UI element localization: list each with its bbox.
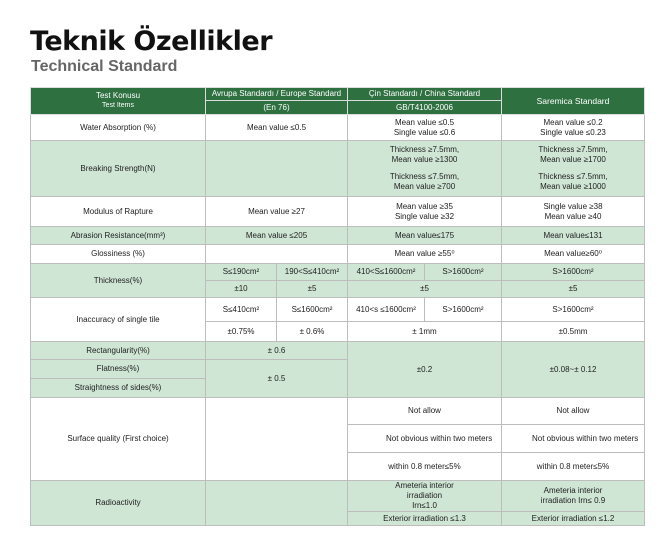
europe-value: Mean value ≤205 <box>206 227 348 245</box>
spacer <box>505 165 641 172</box>
table-row <box>31 298 645 322</box>
china-value: Ameteria interior irradiation Irn≤1.0 <box>348 481 502 512</box>
europe-value-b: ± 0.6% <box>277 322 348 342</box>
table-row <box>31 342 645 360</box>
china-line: Mean value ≥35 <box>396 201 453 211</box>
header-china-code: GB/T4100-2006 <box>348 101 502 115</box>
table-row <box>31 227 645 245</box>
row-label: Radioactivity <box>31 481 206 526</box>
saremica-value: Exterior irradiation ≤1.2 <box>502 512 645 526</box>
header-test-items <box>31 88 206 115</box>
europe-value <box>206 398 348 481</box>
saremica-line: Mean value ≥1700 <box>540 155 606 164</box>
header-europe: Avrupa Standardı / Europe Standard <box>206 88 348 101</box>
china-value: ±5 <box>348 281 502 298</box>
table-row <box>31 141 645 197</box>
china-value <box>348 115 502 141</box>
saremica-value: within 0.8 meter≤5% <box>502 453 645 481</box>
header-test-items-en: Test Items <box>102 102 134 109</box>
row-label: Flatness(%) <box>31 360 206 379</box>
china-size-b: S>1600cm² <box>425 298 502 322</box>
europe-value: Mean value ≥27 <box>206 197 348 227</box>
technical-standard-table <box>30 87 645 526</box>
saremica-line: Thickness ≥7.5mm, <box>538 145 608 154</box>
saremica-line: Single value ≥38 <box>543 201 603 211</box>
china-line: Single value ≥32 <box>394 211 455 221</box>
page-title: Teknik Özellikler <box>30 26 273 57</box>
header-saremica: Saremica Standard <box>502 88 645 115</box>
saremica-value: Mean value≤131 <box>502 227 645 245</box>
row-label: Modulus of Rapture <box>31 197 206 227</box>
saremica-value <box>502 141 645 197</box>
china-size-b: S>1600cm² <box>425 264 502 281</box>
europe-value <box>206 245 348 264</box>
spacer <box>351 165 498 172</box>
saremica-line: Mean value ≤0.2 <box>543 117 603 127</box>
china-value: Not obvious within two meters <box>348 425 502 453</box>
saremica-value: ±0.08~± 0.12 <box>502 342 645 398</box>
china-line: Mean value ≥700 <box>393 182 456 191</box>
china-line: Mean value ≤0.5 <box>394 117 455 127</box>
saremica-value <box>502 197 645 227</box>
saremica-value: ±5 <box>502 281 645 298</box>
europe-value: ± 0.6 <box>206 342 348 360</box>
table-row <box>31 197 645 227</box>
europe-value-b: ±5 <box>277 281 348 298</box>
row-label: Straightness of sides(%) <box>31 379 206 398</box>
row-label: Breaking Strength(N) <box>31 141 206 197</box>
row-label: Rectangularity(%) <box>31 342 206 360</box>
saremica-value: ±0.5mm <box>502 322 645 342</box>
china-value <box>348 197 502 227</box>
europe-size-a: S≤410cm² <box>206 298 277 322</box>
china-value: ±0.2 <box>348 342 502 398</box>
saremica-value: Not obvious within two meters <box>502 425 645 453</box>
saremica-value: Not allow <box>502 398 645 425</box>
china-value: Mean value ≥55⁰ <box>348 245 502 264</box>
page-subtitle: Technical Standard <box>31 58 178 75</box>
china-value: Exterior irradiation ≤1.3 <box>348 512 502 526</box>
row-label: Surface quality (First choice) <box>31 398 206 481</box>
saremica-line: Mean value ≥1000 <box>540 182 606 191</box>
saremica-line: Thickness ≤7.5mm, <box>538 172 608 181</box>
row-label: Inaccuracy of single tile <box>31 298 206 342</box>
china-size-a: 410<s ≤1600cm² <box>348 298 425 322</box>
table-row <box>31 245 645 264</box>
china-line: Single value ≤0.6 <box>393 127 456 137</box>
europe-value-a: ±10 <box>206 281 277 298</box>
saremica-size: S>1600cm² <box>502 264 645 281</box>
header-europe-code: (En 76) <box>206 101 348 115</box>
saremica-value: Mean value≥60⁰ <box>502 245 645 264</box>
table-row <box>31 115 645 141</box>
row-label: Thickness(%) <box>31 264 206 298</box>
europe-value <box>206 141 348 197</box>
china-line: Thickness ≤7.5mm, <box>389 172 460 181</box>
china-value: ± 1mm <box>348 322 502 342</box>
row-label: Glossiness (%) <box>31 245 206 264</box>
china-value: Mean value≤175 <box>348 227 502 245</box>
saremica-value <box>502 115 645 141</box>
europe-value-a: ±0.75% <box>206 322 277 342</box>
europe-size-b: S≤1600cm² <box>277 298 348 322</box>
china-line: Thickness ≥7.5mm, <box>389 145 460 154</box>
table-row <box>31 398 645 425</box>
row-label: Abrasion Resistance(mm³) <box>31 227 206 245</box>
saremica-value: Ameteria interior irradiation Irn≤ 0.9 <box>502 481 645 512</box>
saremica-line: Mean value ≥40 <box>544 211 602 221</box>
china-line: Mean value ≥1300 <box>391 155 458 164</box>
china-value: Not allow <box>348 398 502 425</box>
table-row <box>31 264 645 281</box>
europe-value <box>206 481 348 526</box>
europe-size-a: S≤190cm² <box>206 264 277 281</box>
saremica-line: Single value ≤0.23 <box>540 127 606 137</box>
header-test-items-tr: Test Konusu <box>95 91 141 100</box>
europe-value: ± 0.5 <box>206 360 348 398</box>
china-value <box>348 141 502 197</box>
europe-value: Mean value ≤0.5 <box>206 115 348 141</box>
saremica-size: S>1600cm² <box>502 298 645 322</box>
table-row <box>31 481 645 512</box>
china-size-a: 410<S≤1600cm² <box>348 264 425 281</box>
header-china: Çin Standardı / China Standard <box>348 88 502 101</box>
europe-size-b: 190<S≤410cm² <box>277 264 348 281</box>
china-value: within 0.8 meter≤5% <box>348 453 502 481</box>
row-label: Water Absorption (%) <box>31 115 206 141</box>
